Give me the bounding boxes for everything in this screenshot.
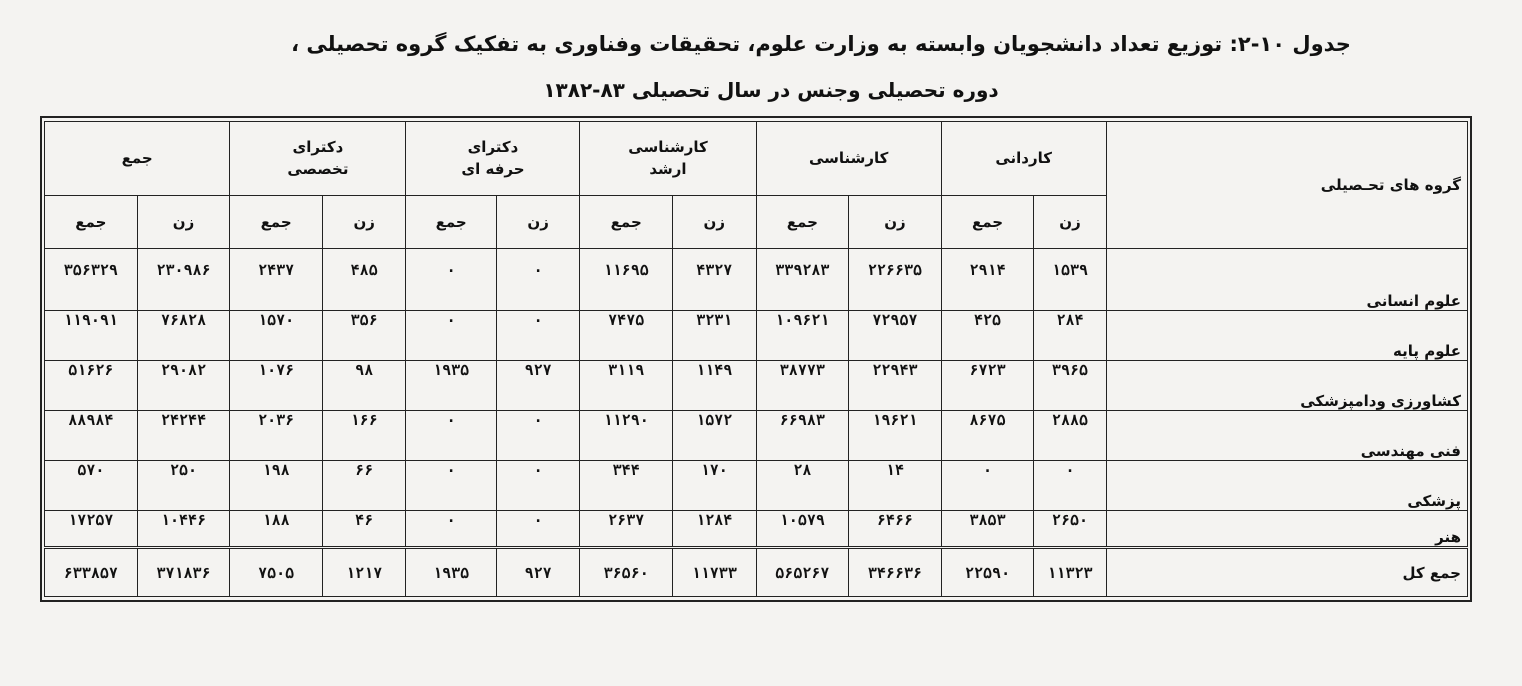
table-row bbox=[45, 361, 1468, 411]
cell: ۱۱۶۹۵ bbox=[580, 248, 673, 310]
cell: ۷۴۷۵ bbox=[580, 311, 673, 361]
row-category: علوم پایه bbox=[1106, 311, 1467, 361]
cell: ۱۷۲۵۷ bbox=[45, 510, 138, 547]
table-row bbox=[45, 510, 1468, 547]
cell: ۱۱۹۰۹۱ bbox=[45, 311, 138, 361]
total-cell: ۶۳۳۸۵۷ bbox=[45, 548, 138, 597]
cell: ۴۸۵ bbox=[322, 248, 406, 310]
cell: ۳۵۶۳۲۹ bbox=[45, 248, 138, 310]
row-category: فنی مهندسی bbox=[1106, 410, 1467, 460]
cell: ۲۲۶۶۳۵ bbox=[849, 248, 942, 310]
cell: ۱۱۲۹۰ bbox=[580, 410, 673, 460]
cell: ۶۷۲۳ bbox=[941, 361, 1034, 411]
total-cell: ۱۹۳۵ bbox=[406, 548, 496, 597]
cell: ۵۷۰ bbox=[45, 460, 138, 510]
cell: ۳۳۹۲۸۳ bbox=[756, 248, 849, 310]
cell: ۵۱۶۲۶ bbox=[45, 361, 138, 411]
cell: ۱۹۳۵ bbox=[406, 361, 496, 411]
category-header: گروه های تحـصیلی bbox=[1106, 122, 1467, 249]
cell: ۱۵۳۹ bbox=[1034, 248, 1106, 310]
cell: ۰ bbox=[496, 248, 580, 310]
degree-header: کارشناسی bbox=[756, 122, 941, 196]
total-cell: ۱۱۷۳۳ bbox=[673, 548, 757, 597]
cell: ۲۹۰۸۲ bbox=[137, 361, 230, 411]
degree-header-row bbox=[45, 122, 1468, 196]
cell: ۰ bbox=[496, 311, 580, 361]
cell: ۲۳۰۹۸۶ bbox=[137, 248, 230, 310]
cell: ۱۰۹۶۲۱ bbox=[756, 311, 849, 361]
degree-header: دکترای تخصصی bbox=[230, 122, 406, 196]
cell: ۱۵۷۲ bbox=[673, 410, 757, 460]
table-row bbox=[45, 460, 1468, 510]
cell: ۱۶۶ bbox=[322, 410, 406, 460]
row-category: پزشکی bbox=[1106, 460, 1467, 510]
cell: ۱۸۸ bbox=[230, 510, 323, 547]
total-cell: ۲۲۵۹۰ bbox=[941, 548, 1034, 597]
cell: ۳۴۴ bbox=[580, 460, 673, 510]
cell: ۲۴۲۴۴ bbox=[137, 410, 230, 460]
cell: ۲۶۳۷ bbox=[580, 510, 673, 547]
cell: ۲۸ bbox=[756, 460, 849, 510]
total-header: جمع bbox=[230, 195, 323, 248]
cell: ۳۵۶ bbox=[322, 311, 406, 361]
total-header: جمع bbox=[406, 195, 496, 248]
total-header: جمع bbox=[580, 195, 673, 248]
cell: ۶۶۹۸۳ bbox=[756, 410, 849, 460]
female-header: زن bbox=[322, 195, 406, 248]
cell: ۱۰۴۴۶ bbox=[137, 510, 230, 547]
cell: ۱۰۷۶ bbox=[230, 361, 323, 411]
table-row bbox=[45, 248, 1468, 310]
cell: ۰ bbox=[406, 311, 496, 361]
total-cell: ۳۶۵۶۰ bbox=[580, 548, 673, 597]
total-cell: ۵۶۵۲۶۷ bbox=[756, 548, 849, 597]
cell: ۰ bbox=[406, 248, 496, 310]
cell: ۲۹۱۴ bbox=[941, 248, 1034, 310]
cell: ۰ bbox=[941, 460, 1034, 510]
row-category: هنر bbox=[1106, 510, 1467, 547]
statistics-table bbox=[44, 121, 1468, 597]
table-row bbox=[45, 311, 1468, 361]
cell: ۱۴ bbox=[849, 460, 942, 510]
degree-header: کاردانی bbox=[941, 122, 1106, 196]
cell: ۰ bbox=[406, 460, 496, 510]
total-header: جمع bbox=[45, 195, 138, 248]
cell: ۱۱۴۹ bbox=[673, 361, 757, 411]
cell: ۲۸۸۵ bbox=[1034, 410, 1106, 460]
total-header: جمع bbox=[756, 195, 849, 248]
cell: ۷۶۸۲۸ bbox=[137, 311, 230, 361]
total-cell: ۳۷۱۸۳۶ bbox=[137, 548, 230, 597]
cell: ۱۹۸ bbox=[230, 460, 323, 510]
cell: ۲۶۵۰ bbox=[1034, 510, 1106, 547]
cell: ۴۲۵ bbox=[941, 311, 1034, 361]
cell: ۱۲۸۴ bbox=[673, 510, 757, 547]
cell: ۰ bbox=[496, 460, 580, 510]
degree-header: دکترای حرفه ای bbox=[406, 122, 580, 196]
total-header: جمع bbox=[941, 195, 1034, 248]
cell: ۲۸۴ bbox=[1034, 311, 1106, 361]
cell: ۲۲۹۴۳ bbox=[849, 361, 942, 411]
cell: ۱۵۷۰ bbox=[230, 311, 323, 361]
female-header: زن bbox=[673, 195, 757, 248]
cell: ۰ bbox=[496, 510, 580, 547]
cell: ۲۴۳۷ bbox=[230, 248, 323, 310]
cell: ۳۸۷۷۳ bbox=[756, 361, 849, 411]
cell: ۶۶ bbox=[322, 460, 406, 510]
total-row bbox=[45, 548, 1468, 597]
cell: ۱۹۶۲۱ bbox=[849, 410, 942, 460]
table-subtitle: دوره تحصیلی وجنس در سال تحصیلی ۸۳-۱۳۸۲ bbox=[543, 78, 999, 102]
cell: ۳۸۵۳ bbox=[941, 510, 1034, 547]
cell: ۰ bbox=[496, 410, 580, 460]
cell: ۳۱۱۹ bbox=[580, 361, 673, 411]
cell: ۱۷۰ bbox=[673, 460, 757, 510]
cell: ۴۶ bbox=[322, 510, 406, 547]
total-cell: ۳۴۶۶۳۶ bbox=[849, 548, 942, 597]
degree-header: جمع bbox=[45, 122, 230, 196]
cell: ۹۸ bbox=[322, 361, 406, 411]
cell: ۸۶۷۵ bbox=[941, 410, 1034, 460]
cell: ۳۹۶۵ bbox=[1034, 361, 1106, 411]
female-header: زن bbox=[496, 195, 580, 248]
total-label: جمع کل bbox=[1106, 548, 1467, 597]
row-category: کشاورزی ودامپزشکی bbox=[1106, 361, 1467, 411]
total-cell: ۱۲۱۷ bbox=[322, 548, 406, 597]
cell: ۲۵۰ bbox=[137, 460, 230, 510]
cell: ۷۲۹۵۷ bbox=[849, 311, 942, 361]
total-cell: ۱۱۳۲۳ bbox=[1034, 548, 1106, 597]
female-header: زن bbox=[1034, 195, 1106, 248]
female-header: زن bbox=[849, 195, 942, 248]
cell: ۰ bbox=[406, 510, 496, 547]
total-cell: ۹۲۷ bbox=[496, 548, 580, 597]
cell: ۲۰۳۶ bbox=[230, 410, 323, 460]
cell: ۱۰۵۷۹ bbox=[756, 510, 849, 547]
cell: ۰ bbox=[406, 410, 496, 460]
cell: ۸۸۹۸۴ bbox=[45, 410, 138, 460]
female-header: زن bbox=[137, 195, 230, 248]
table-title: جدول ۱۰-۲: توزیع تعداد دانشجویان وابسته به وزارت علوم، تحقیقات وفناوری به تفکیک گروه تحصیلی ، bbox=[291, 32, 1351, 56]
cell: ۴۳۲۷ bbox=[673, 248, 757, 310]
cell: ۳۲۳۱ bbox=[673, 311, 757, 361]
total-cell: ۷۵۰۵ bbox=[230, 548, 323, 597]
cell: ۰ bbox=[1034, 460, 1106, 510]
cell: ۹۲۷ bbox=[496, 361, 580, 411]
degree-header: کارشناسی ارشد bbox=[580, 122, 756, 196]
cell: ۶۴۶۶ bbox=[849, 510, 942, 547]
row-category: علوم انسانی bbox=[1106, 248, 1467, 310]
table-row bbox=[45, 410, 1468, 460]
